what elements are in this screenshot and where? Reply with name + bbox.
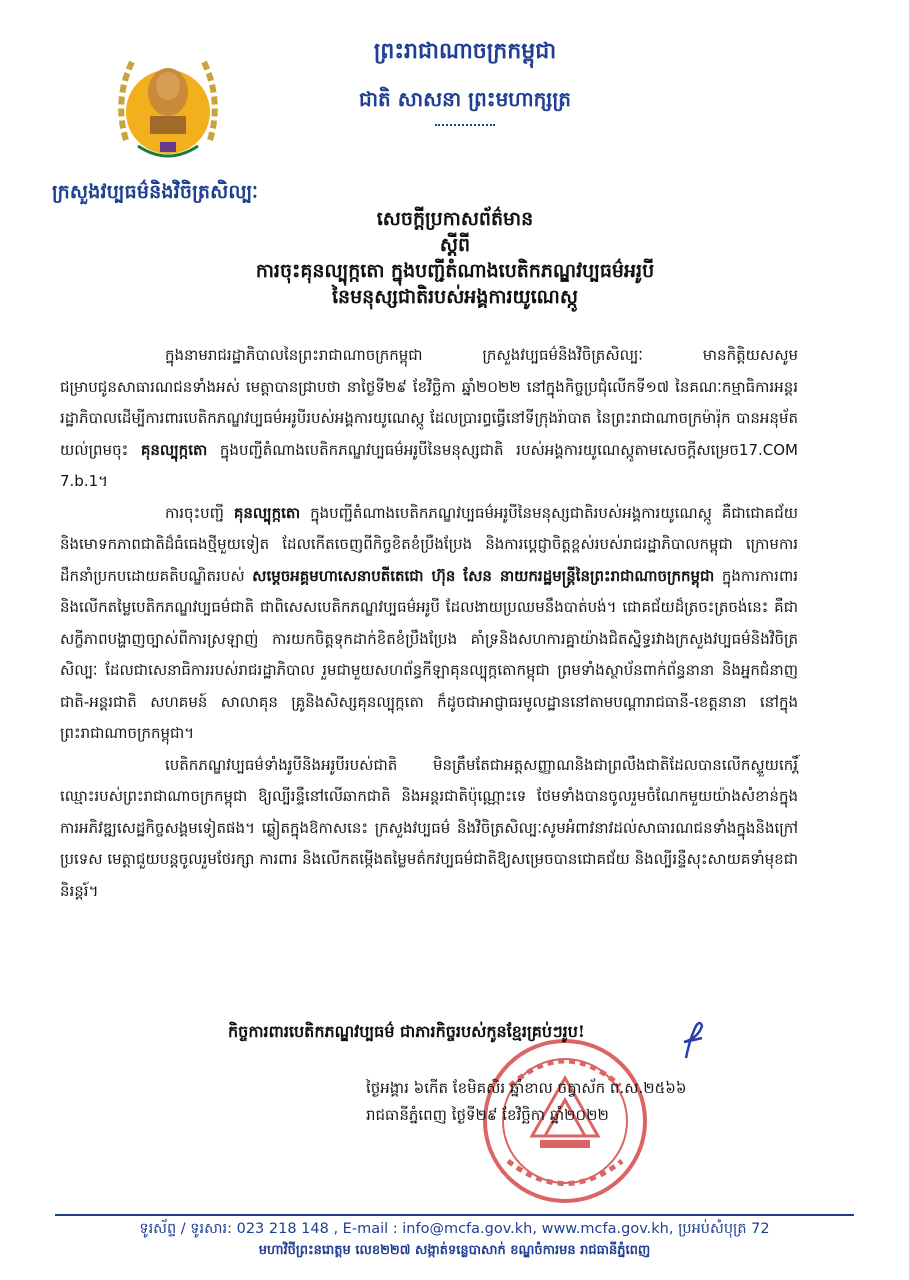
- ministry-name: ក្រសួងវប្បធម៌និងវិចិត្រសិល្បៈ: [52, 181, 259, 203]
- p2-text-start: ការចុះបញ្ជី: [165, 503, 234, 522]
- paragraph-1: [60, 340, 798, 498]
- title-line-2: ស្តីពី: [439, 234, 471, 256]
- title-line-1: សេចក្តីប្រកាសព័ត៌មាន: [376, 208, 534, 230]
- title-line-4: នៃមនុស្សជាតិរបស់អង្គការយូណេស្កូ: [332, 286, 578, 308]
- ministry-logo: [108, 40, 228, 170]
- kingdom-name: ព្រះរាជាណាចក្រកម្ពុជា: [373, 38, 557, 64]
- lunar-date: ថ្ងៃអង្គារ ៦កើត ខែមិគសិរ ឆ្នាំខាល ចត្វាស័ក ព.ស.២៥៦៦: [366, 1079, 687, 1097]
- paragraph-3: បេតិកភណ្ឌវប្បធម៌ទាំងរូបីនិងអរូបីរបស់ជាតិ មិនត្រឹមតែជាអត្តសញ្ញាណនិងជាព្រលឹងជាតិដែលបានលើកស្ទួយកេរ្តិ៍ឈ្មោះរបស់ព្រះរាជាណាចក្រកម្ពុជា ឱ្យល្បីរន្ទឺនៅលើឆាកជាតិ និងអន្តរជាតិប៉ុណ្ណោះទេ ថែមទាំងបានចូលរួមចំណែកមួយយ៉ាងសំខាន់ក្នុងការអភិវឌ្ឍសេដ្ឋកិច្ចសង្គមទៀតផង។ ឆ្លៀតក្នុងឱកាសនេះ ក្រសួងវប្បធម៌ និងវិចិត្រសិល្បៈសូមអំពាវនាវដល់សាធារណជនទាំងក្នុងនិងក្រៅប្រទេស មេត្តាជួយបន្តចូលរួមថែរក្សា ការពារ និងលើកតម្កើងតម្លៃមត៌កវប្បធម៌ជាតិឱ្យសម្រេចបានជោគជ័យ និងល្បីរន្ទឺសុះសាយគទាំមុខជានិរន្តរ៍។: [60, 755, 798, 900]
- p2-text: ក្នុងបញ្ជីតំណាងបេតិកភណ្ឌវប្បធម៌អរូបីនៃមនុស្សជាតិរបស់អង្គការយូណេស្កូ គឺជាជោគជ័យនិងមោទកភាពជាតិដ៏ធំធេងថ្មីមួយទៀត ដែលកើតចេញពីកិច្ចខិតខំប្រឹងប្រែង និងការប្តេជ្ញាចិត្តខ្ពស់របស់រាជរដ្ឋាភិបាលកម្ពុជា ក្រោមការដឹកនាំប្រកបដោយគតិបណ្ឌិតរបស់: [60, 503, 798, 585]
- footer: [40, 1218, 869, 1262]
- p1-bold-term: គុនល្បុក្កតោ: [140, 440, 208, 459]
- footer-contact: ទូរស័ព្ទ / ទូរសារ: 023 218 148 , E-mail : info@mcfa.gov.kh, www.mcfa.gov.kh, ប្រអប់សំបុត្រ 72: [139, 1221, 770, 1237]
- footer-address: មហាវិថីព្រះនរោត្តម លេខ២២៧ សង្កាត់ទន្លេបាសាក់ ខណ្ឌចំការមន រាជធានីភ្នំពេញ: [258, 1243, 651, 1258]
- solar-date: រាជធានីភ្នំពេញ ថ្ងៃទី២៩ ខែវិច្ឆិកា ឆ្នាំ២០២២: [366, 1106, 609, 1124]
- footer-divider: [55, 1214, 854, 1216]
- paragraph-2: [60, 498, 798, 750]
- p1-text-end: ក្នុងបញ្ជីតំណាងបេតិកភណ្ឌវប្បធម៌អរូបីនៃមនុស្សជាតិ របស់អង្គការយូណេស្កូតាមសេចក្តីសម្រេច17.COM 7.b.1។: [60, 440, 798, 490]
- date-block: [366, 1075, 687, 1129]
- p2-bold-term: គុនល្បុក្កតោ: [233, 503, 301, 522]
- document-title: [150, 206, 760, 310]
- signature: [672, 1018, 712, 1062]
- document-body: [60, 340, 798, 907]
- title-line-3: ការចុះគុនល្បុក្កតោ ក្នុងបញ្ជីតំណាងបេតិកភណ្ឌវប្បធម៌អរូបី: [255, 260, 655, 282]
- ornament-divider: [435, 122, 495, 128]
- p1-text: ក្នុងនាមរាជរដ្ឋាភិបាលនៃព្រះរាជាណាចក្រកម្ពុជា ក្រសួងវប្បធម៌និងវិចិត្រសិល្បៈ មានកិត្តិយសសូមជម្រាបជូនសាធារណជនទាំងអស់ មេត្តាបានជ្រាបថា នាថ្ងៃទី២៩ ខែវិច្ឆិកា ឆ្នាំ២០២២ នៅក្នុងកិច្ចប្រជុំលើកទី១៧ នៃគណៈកម្មាធិការអន្តររដ្ឋាភិបាលដើម្បីការពារបេតិកភណ្ឌវប្បធម៌អរូបីរបស់អង្គការយូណេស្កូ ដែលប្រារព្ធធ្វើនៅទីក្រុងរ៉ាបាត នៃព្រះរាជាណាចក្រម៉ារ៉ុក បានអនុម័តយល់ព្រមចុះ: [60, 346, 798, 459]
- national-motto: ជាតិ សាសនា ព្រះមហាក្សត្រ: [359, 87, 571, 111]
- closing-slogan: កិច្ចការពារបេតិកភណ្ឌវប្បធម៌ ជាភារកិច្ចរបស់កូនខ្មែរគ្រប់ៗរូប!: [228, 1022, 585, 1041]
- kingdom-header: [330, 36, 600, 128]
- p2-bold-name: សម្តេចអគ្គមហាសេនាបតីតេជោ ហ៊ុន សែន នាយករដ្ឋមន្ត្រីនៃព្រះរាជាណាចក្រកម្ពុជា: [252, 566, 715, 585]
- p2-text-end: ក្នុងការការពារនិងលើកតម្លៃបេតិកភណ្ឌវប្បធម៌ជាតិ ជាពិសេសបេតិកភណ្ឌវប្បធម៌អរូបី ដែលងាយប្រឈមនឹងបាត់បង់។ ជោគជ័យដ៏ត្រចះត្រចង់នេះ គឺជាសក្ខីភាពបង្ហាញច្បាស់ពីការស្រឡាញ់ ការយកចិត្តទុកដាក់ខិតខំប្រឹងប្រែង គាំទ្រនិងសហការគ្នាយ៉ាងជិតស្និទ្ធរវាងក្រសួងវប្បធម៌និងវិចិត្រសិល្បៈ ដែលជាសេនាធិការរបស់រាជរដ្ឋាភិបាល រួមជាមួយសហព័ន្ធកីឡាគុនល្បុក្កតោកម្ពុជា ព្រមទាំងស្ថាប័នពាក់ព័ន្ធនានា និងអ្នកជំនាញជាតិ-អន្តរជាតិ សហគមន៍ សាលាគុន គ្រូនិងសិស្សគុនល្បុក្កតោ ក៏ដូចជាអាជ្ញាធរមូលដ្ឋាននៅតាមបណ្តារាជធានី-ខេត្តនានា នៅក្នុងព្រះរាជាណាចក្រកម្ពុជា។: [60, 566, 798, 742]
